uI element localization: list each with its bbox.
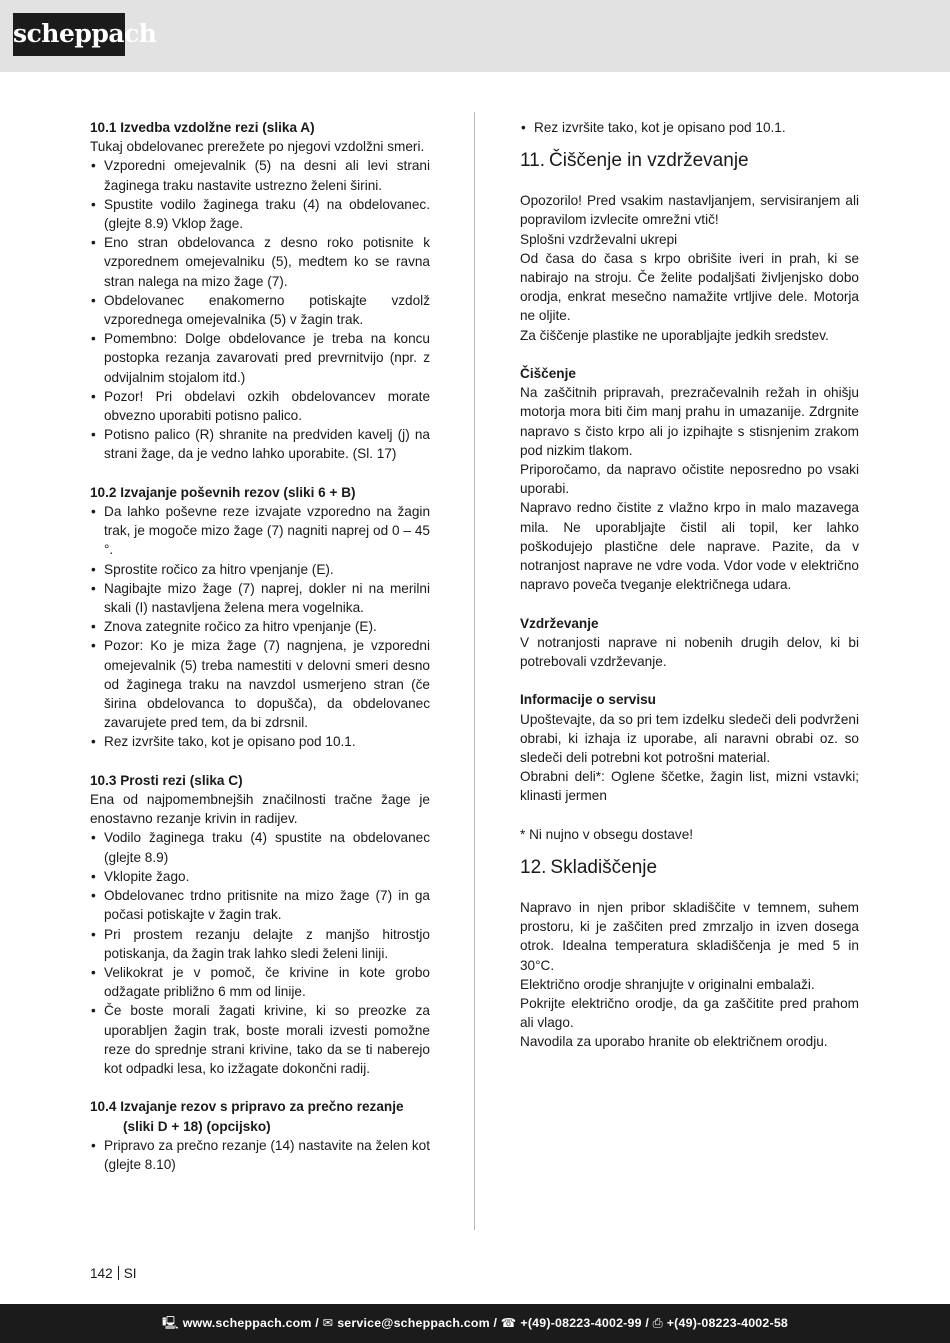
section-10-3-list	[90, 828, 430, 1078]
cleaning-text: Priporočamo, da napravo očistite neposredno po vsaki uporabi.	[520, 462, 859, 497]
left-column	[90, 118, 430, 1174]
warning-text: Opozorilo! Pred vsakim nastavljanjem, servisiranjem ali popravilom izvlecite omrežni vtič!	[520, 193, 859, 228]
cleaning-text: Napravo redno čistite z vlažno krpo in malo mazavega mila. Ne uporabljajte čistil ali topil, ker lahko poškodujejo plastične dele naprave. Pazite, da v notranjost naprave ne vdre voda. Vdor vode v električno napravo poveča tveganje električnega udara.	[520, 500, 859, 593]
page-language: SI	[123, 1266, 137, 1281]
section-10-4-heading: 10.4 Izvajanje rezov s pripravo za prečno rezanje	[90, 1099, 404, 1115]
scheppach-logo: scheppach	[13, 13, 125, 56]
cleaning-text: Na zaščitnih pripravah, prezračevalnih režah in ohišju motorja mora biti čim manj prahu in umazanije. Zdrgnite napravo s čisto krpo ali jo izpihajte s stisnjenim zrakom pod nizkim tlakom.	[520, 385, 859, 458]
section-10-2-heading: 10.2 Izvajanje poševnih rezov (sliki 6 + B)	[90, 484, 356, 500]
section-10-4-heading-cont: (sliki D + 18) (opcijsko)	[123, 1118, 271, 1134]
general-maintenance-text: Od časa do časa s krpo obrišite iveri in prah, ki se nabirajo na stroju. Če želite podaljšati življenjsko dobo orodja, enkrat mesečno namažite vrtljive dele. Motorja ne oljite.	[520, 250, 859, 324]
cleaning-heading: Čiščenje	[520, 366, 576, 382]
section-10-4-list	[90, 1136, 430, 1174]
storage-text: Navodila za uporabo hranite ob električnem orodju.	[520, 1034, 828, 1050]
footer-website[interactable]: www.scheppach.com /	[182, 1316, 319, 1330]
section-11-number: 11.	[520, 150, 546, 172]
telephone-icon: ☎	[500, 1316, 517, 1330]
section-11-title-text: Čiščenje in vzdrževanje	[549, 150, 749, 172]
section-12-number: 12.	[520, 857, 547, 879]
footer-email[interactable]: service@scheppach.com /	[337, 1316, 498, 1330]
page-footer	[0, 1304, 950, 1343]
column-divider	[474, 112, 475, 1230]
maintenance-heading: Vzdrževanje	[520, 615, 599, 631]
section-11-title	[520, 149, 859, 173]
computer-icon: 🖳	[161, 1316, 179, 1330]
section-10-2-list	[90, 502, 430, 752]
page-number	[90, 1265, 137, 1283]
list-item: • Rez izvršite tako, kot je opisano pod 10.1.	[90, 732, 430, 751]
list-item: • Vodilo žaginega traku (4) spustite na obdelovanec (glejte 8.9)	[90, 828, 430, 866]
service-heading: Informacije o servisu	[520, 692, 656, 708]
envelope-icon: ✉	[322, 1316, 334, 1330]
section-10-1-intro: Tukaj obdelovanec prerežete po njegovi vzdolžni smeri.	[90, 139, 425, 155]
footer-fax: +(49)-08223-4002-58	[666, 1316, 789, 1330]
list-item: • Velikokrat je v pomoč, če krivine in kote grobo odžagate približno 6 mm od linije.	[90, 963, 430, 1001]
list-item: • Obdelovanec enakomerno potiskajte vzdolž vzporednega omejevalnika (5) v žagin trak.	[90, 291, 430, 329]
section-12-title	[520, 856, 859, 880]
storage-text: Električno orodje shranjujte v originalni embalaži.	[520, 976, 815, 992]
section-10-1-list	[90, 156, 430, 463]
footer-phone: +(49)-08223-4002-99 /	[520, 1316, 649, 1330]
section-10-1-heading: 10.1 Izvedba vzdolžne rezi (slika A)	[90, 120, 315, 135]
list-item: • Pripravo za prečno rezanje (14) nastavite na želen kot (glejte 8.10)	[90, 1136, 430, 1174]
plastic-cleaning-text: Za čiščenje plastike ne uporabljajte jedkih sredstev.	[520, 327, 829, 343]
list-item: • Eno stran obdelovanca z desno roko potisnite k vzporednem omejevalniku (5), medtem ko se ravna stran nalega na mizo žage (7).	[90, 233, 430, 291]
page-number-separator	[118, 1266, 119, 1280]
service-text: Upoštevajte, da so pri tem izdelku sledeči deli podvrženi obrabi, ki izhaja iz uporabe, ali naravni obrabi oz. so sledeči deli potrebni kot potrošni material.	[520, 711, 859, 766]
list-item: • Spustite vodilo žaginega traku (4) na obdelovanec. (glejte 8.9) Vklop žage.	[90, 195, 430, 233]
list-item: • Potisno palico (R) shranite na predviden kavelj (j) na strani žage, da je vedno lahko uporabite. (Sl. 17)	[90, 425, 430, 463]
storage-text: Pokrijte električno orodje, da ga zaščitite pred prahom ali vlago.	[520, 996, 859, 1031]
right-top-list	[520, 118, 859, 137]
page-number-value: 142	[90, 1266, 113, 1281]
list-item: • Pri prostem rezanju delajte z manjšo hitrostjo potiskanja, da žagin trak lahko sledi želeni liniji.	[90, 925, 430, 963]
list-item: • Pozor! Pri obdelavi ozkih obdelovancev morate obvezno uporabiti potisno palico.	[90, 387, 430, 425]
section-10-3-heading: 10.3 Prosti rezi (slika C)	[90, 772, 243, 788]
storage-text: Napravo in njen pribor skladiščite v temnem, suhem prostoru, ki je zaščiten pred zmrzaljo in izven dosega otrok. Idealna temperatura skladiščenja je med 5 in 30°C.	[520, 900, 859, 973]
list-item: • Nagibajte mizo žage (7) naprej, dokler ni na merilni skali (I) nastavljena želena mera vogelnika.	[90, 579, 430, 617]
right-column	[520, 118, 859, 1052]
list-item: • Znova zategnite ročico za hitro vpenjanje (E).	[90, 617, 430, 636]
section-10-3-intro: Ena od najpomembnejših značilnosti tračne žage je enostavno rezanje krivin in radijev.	[90, 792, 430, 827]
list-item: • Obdelovanec trdno pritisnite na mizo žage (7) in ga počasi potiskajte v žagin trak.	[90, 886, 430, 924]
list-item: • Če boste morali žagati krivine, ki so preozke za uporabljen žagin trak, boste morali izvesti pomožne reze do sprednje strani krivine, tako da se ti naberejo kot odpadki lesa, ko izžagate dokončni radij.	[90, 1001, 430, 1078]
list-item: • Vklopite žago.	[90, 867, 430, 886]
list-item: • Pomembno: Dolge obdelovance je treba na koncu postopka rezanja zavarovati pred prevrnitvijo (npr. z odvijalnim stojalom itd.)	[90, 329, 430, 387]
delivery-note: * Ni nujno v obsegu dostave!	[520, 826, 694, 842]
fax-icon: ⎙	[652, 1316, 663, 1330]
list-item: • Da lahko poševne reze izvajate vzporedno na žagin trak, je mogoče mizo žage (7) nagniti naprej od 0 – 45 °.	[90, 502, 430, 560]
service-text: Obrabni deli*: Oglene ščetke, žagin list, mizni vstavki; klinasti jermen	[520, 769, 859, 804]
maintenance-text: V notranjosti naprave ni nobenih drugih delov, ki bi potrebovali vzdrževanje.	[520, 634, 859, 670]
general-maintenance-label: Splošni vzdrževalni ukrepi	[520, 231, 678, 247]
list-item: • Vzporedni omejevalnik (5) na desni ali levi strani žaginega traku nastavite ustrezno želeni širini.	[90, 156, 430, 194]
section-12-title-text: Skladiščenje	[550, 857, 658, 879]
list-item: • Pozor: Ko je miza žage (7) nagnjena, je vzporedni omejevalnik (5) treba namestiti v delovni smeri desno od žaginega traku na navzdol usmerjeno stran (če širina obdelovanca to dopušča), da obdelovanec zavarujete pred tem, da bi zdrsnil.	[90, 636, 430, 732]
list-item: • Sprostite ročico za hitro vpenjanje (E).	[90, 560, 430, 579]
page-header	[0, 0, 950, 72]
list-item: • Rez izvršite tako, kot je opisano pod 10.1.	[520, 118, 859, 137]
